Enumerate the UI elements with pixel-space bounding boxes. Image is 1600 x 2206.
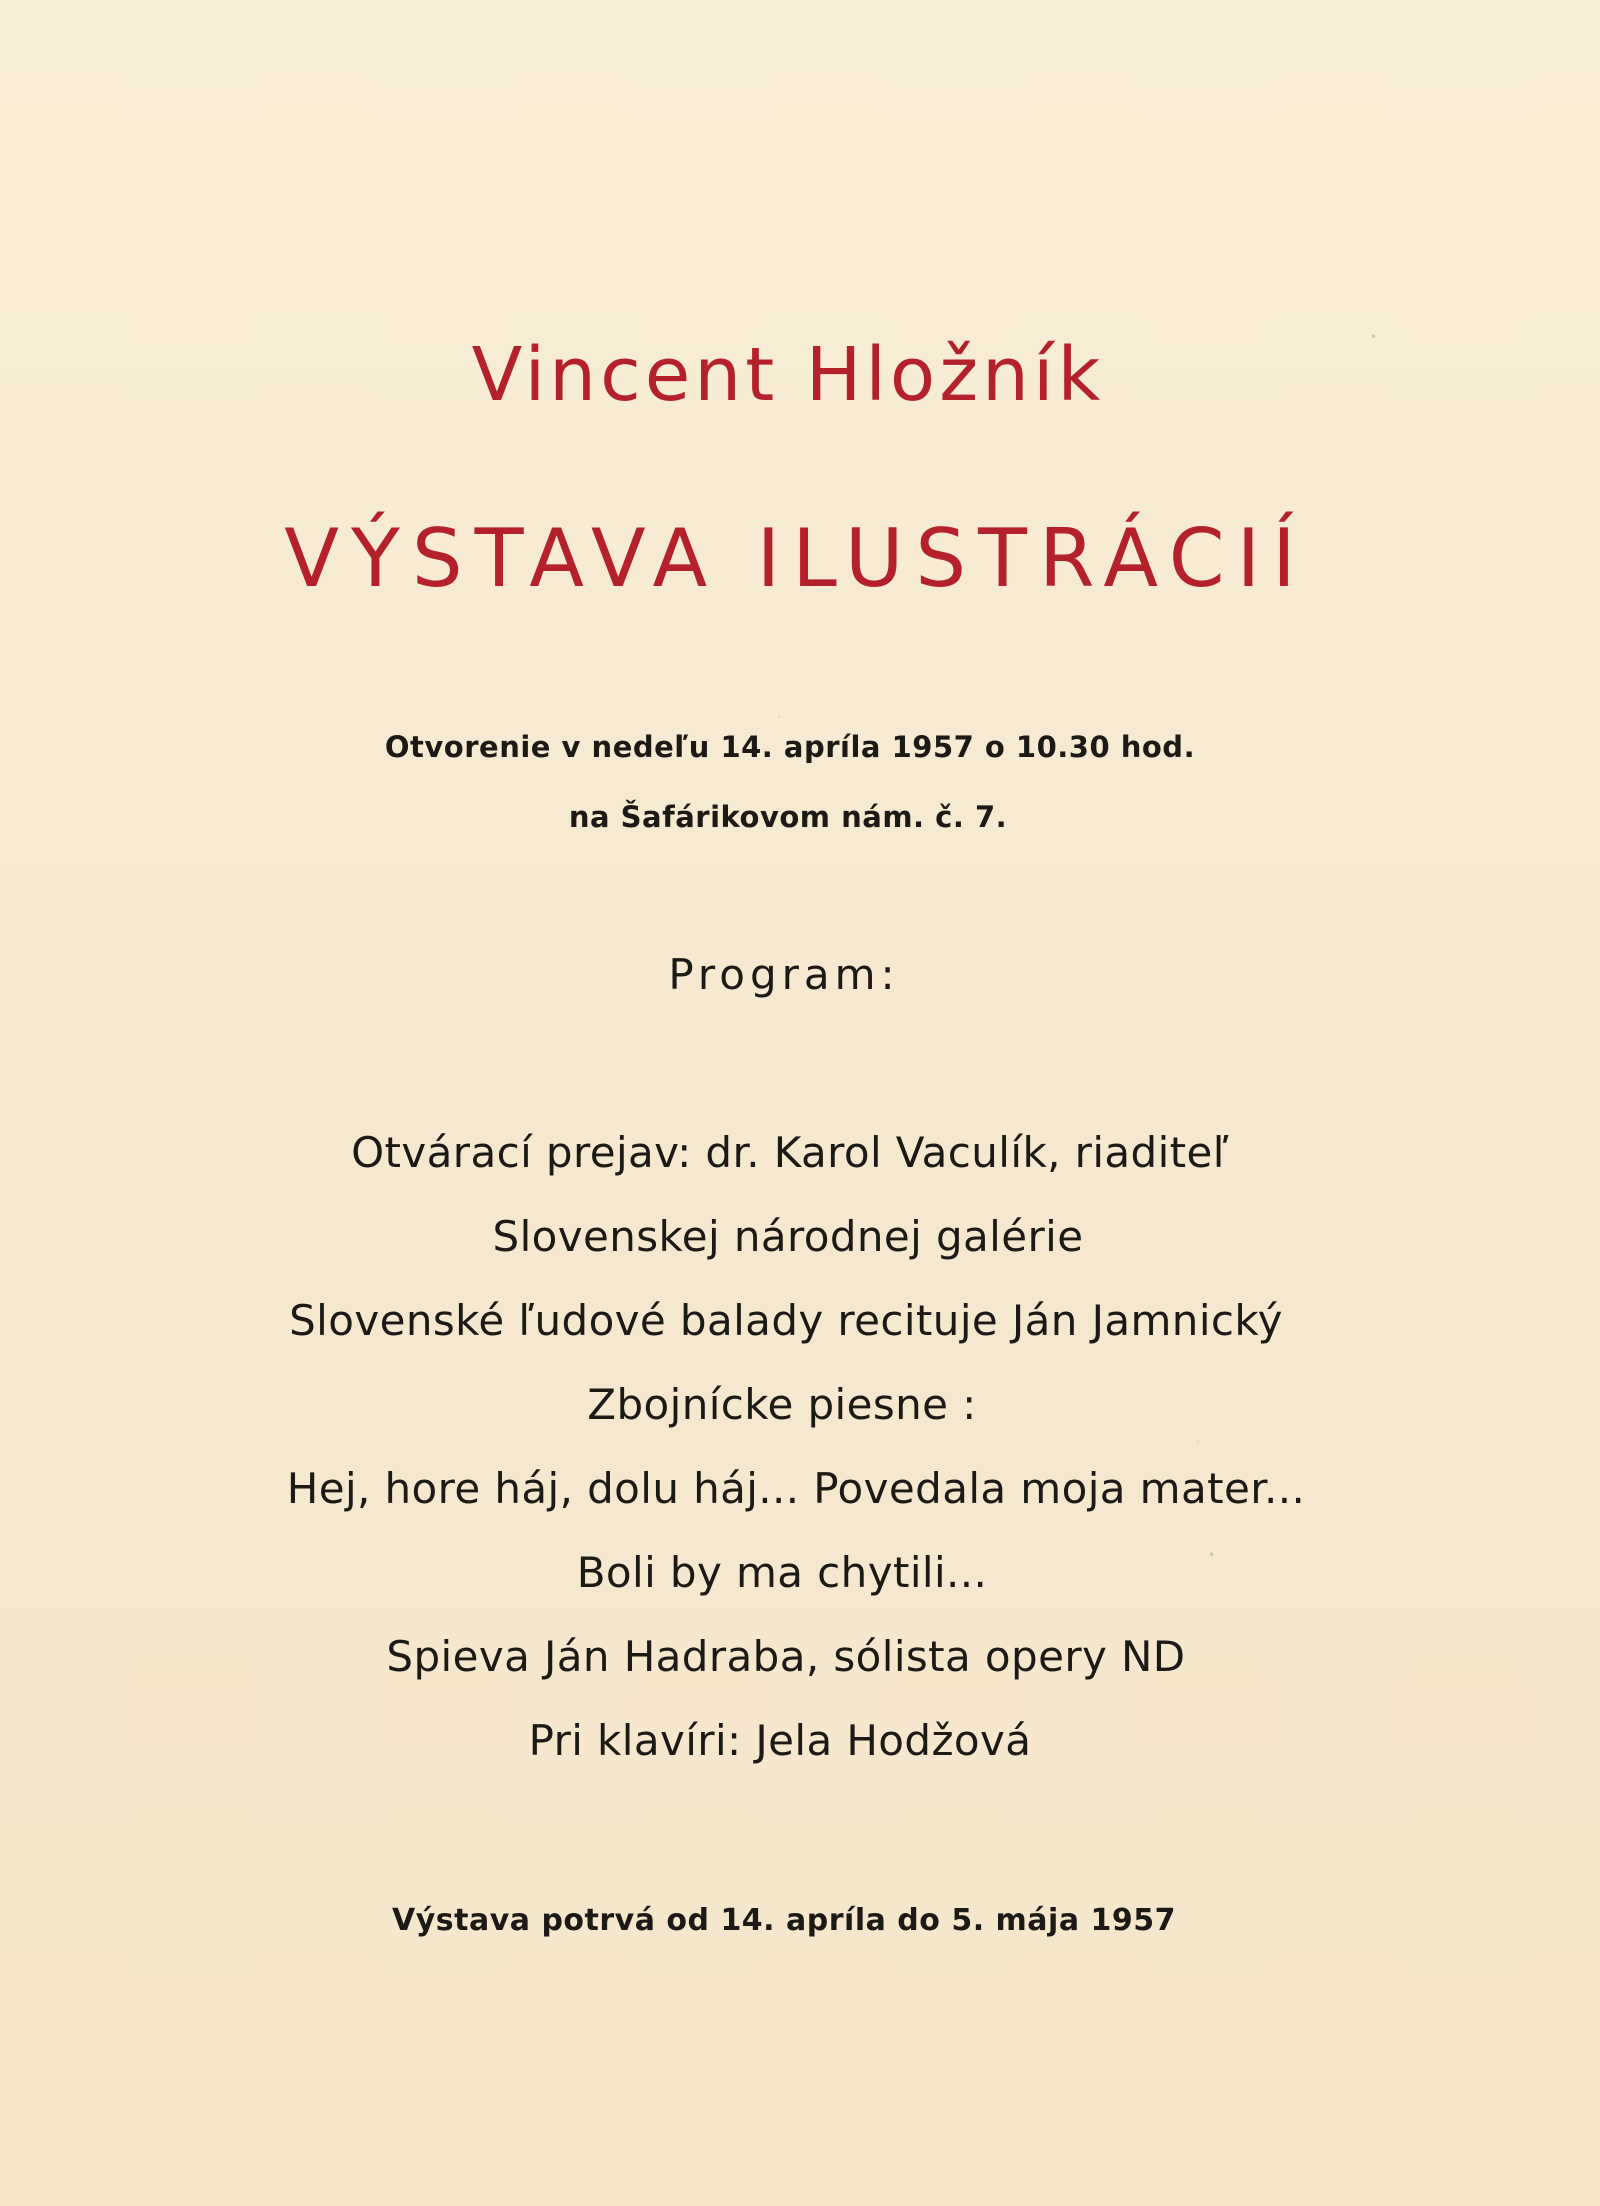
exhibition-duration: Výstava potrvá od 14. apríla do 5. mája 1957: [391, 1903, 1177, 1938]
program-line: Zbojnícke piesne :: [587, 1380, 977, 1429]
paper-speck: •: [1208, 1548, 1216, 1562]
program-heading: Program:: [668, 950, 900, 999]
paper-speck: ·: [1196, 1435, 1200, 1449]
opening-details: Otvorenie v nedeľu 14. apríla 1957 o 10.30 hod.: [384, 730, 1196, 764]
program-line: Otvárací prejav: dr. Karol Vaculík, riaditeľ: [351, 1128, 1229, 1177]
artist-name: Vincent Hložník: [471, 332, 1105, 418]
program-line: Slovenské ľudové balady recituje Ján Jamnický: [289, 1296, 1283, 1345]
program-line: Slovenskej národnej galérie: [492, 1212, 1084, 1261]
paper-speck: ·: [777, 710, 781, 724]
program-line: Hej, hore háj, dolu háj... Povedala moja mater...: [286, 1464, 1306, 1513]
program-line: Pri klavíri: Jela Hodžová: [528, 1716, 1032, 1765]
program-line: Spieva Ján Hadraba, sólista opery ND: [386, 1632, 1186, 1681]
paper-speck: •: [1370, 330, 1378, 344]
exhibition-title: VÝSTAVA ILUSTRÁCIÍ: [284, 512, 1308, 605]
program-line: Boli by ma chytili...: [576, 1548, 988, 1597]
venue-address: na Šafárikovom nám. č. 7.: [568, 800, 1008, 834]
